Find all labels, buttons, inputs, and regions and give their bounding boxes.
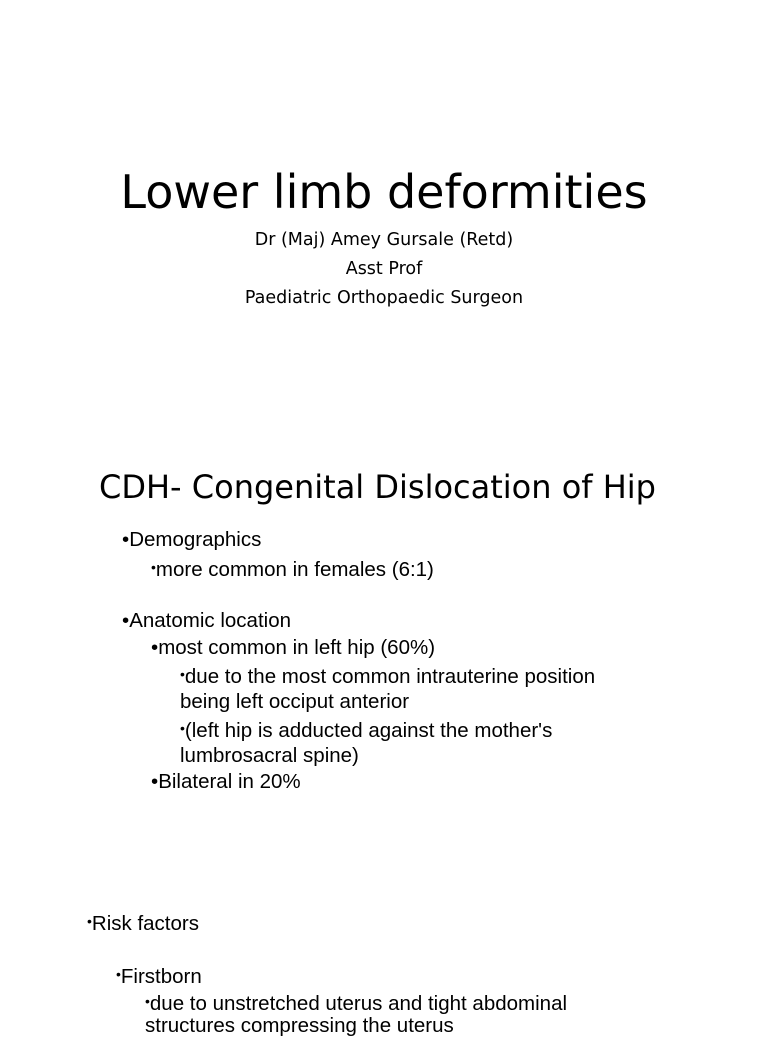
bullet-bilateral (151, 768, 301, 795)
bullet-text: most common in left hip (60%) (158, 636, 436, 659)
bullet-anatomic-point (151, 634, 435, 661)
bullet-text: Firstborn (120, 965, 202, 988)
bullet-text: (left hip is adducted against the mother's (184, 719, 553, 742)
bullet-detail-cont: lumbrosacral spine) (180, 744, 359, 767)
bullet-demographics (122, 526, 261, 553)
bullet-reason-cont: being left occiput anterior (180, 690, 410, 713)
author-name: Dr (Maj) Amey Gursale (Retd) (254, 230, 514, 250)
bullet-mark: • (180, 666, 185, 682)
bullet-mark: • (122, 609, 130, 632)
bullet-risk-factors (87, 908, 199, 937)
bullet-mark: • (151, 636, 159, 659)
bullet-text: due to the most common intrauterine position (184, 665, 596, 688)
bullet-text: Anatomic location (129, 609, 291, 632)
bullet-mark: • (145, 993, 150, 1009)
bullet-text: Demographics (129, 528, 262, 551)
bullet-mark: • (180, 720, 185, 736)
slide1-title: Lower limb deformities (120, 165, 648, 219)
bullet-uterus-cont: structures compressing the uterus (145, 1014, 454, 1037)
bullet-anatomic (122, 607, 291, 634)
bullet-mark: • (151, 770, 159, 793)
bullet-text: Risk factors (91, 912, 199, 935)
author-position: Asst Prof (345, 259, 423, 279)
bullet-mark: • (151, 559, 156, 575)
bullet-detail (180, 715, 552, 744)
bullet-text: due to unstretched uterus and tight abdominal (149, 992, 568, 1015)
bullet-mark: • (116, 966, 121, 982)
bullet-mark: • (122, 528, 130, 551)
bullet-text: more common in females (6:1) (155, 558, 434, 581)
bullet-demographics-point (151, 554, 434, 583)
author-specialty: Paediatric Orthopaedic Surgeon (244, 288, 524, 308)
bullet-firstborn (116, 961, 202, 990)
bullet-reason (180, 661, 595, 690)
bullet-mark: • (87, 913, 92, 929)
slide2-title: CDH- Congenital Dislocation of Hip (99, 468, 656, 506)
bullet-text: Bilateral in 20% (158, 770, 301, 793)
